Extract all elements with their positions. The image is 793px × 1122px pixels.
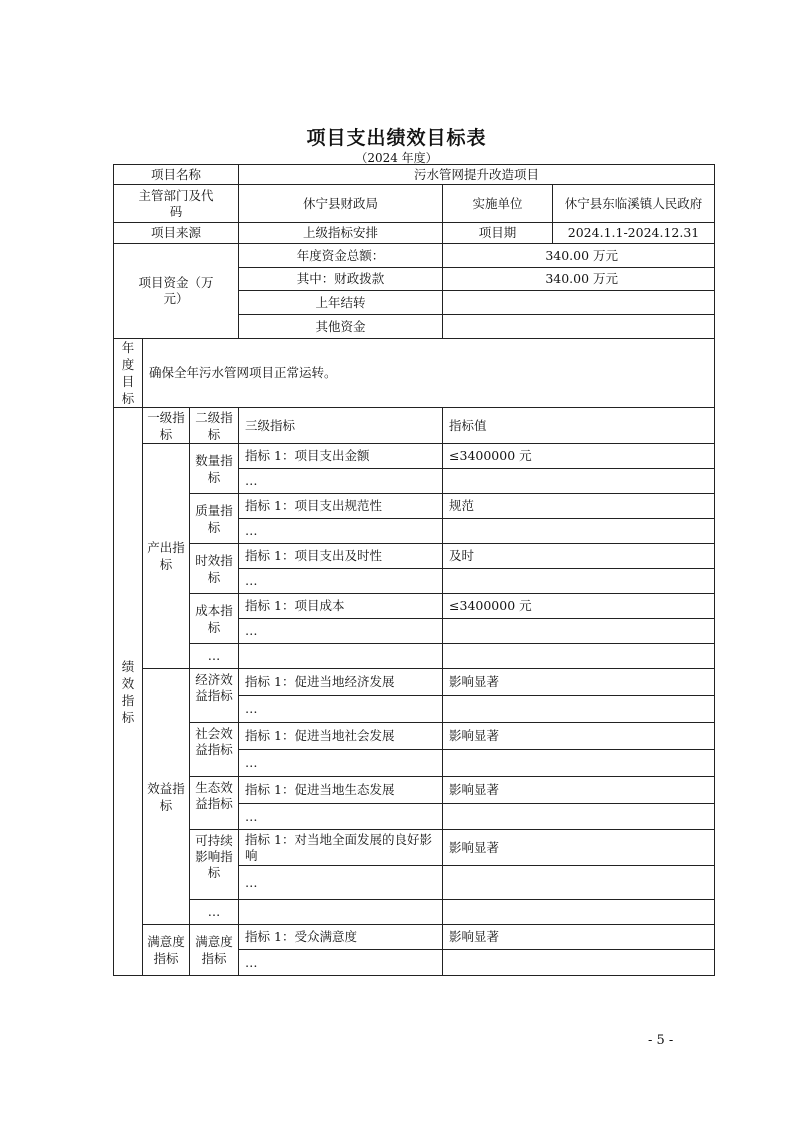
header-level1: 一级指标 bbox=[143, 408, 190, 444]
label-funds: 项目资金（万元） bbox=[114, 244, 239, 339]
table-row bbox=[114, 444, 715, 469]
indicator-more: … bbox=[239, 866, 443, 900]
sub-ecological: 生态效益指标 bbox=[190, 777, 239, 830]
category-output: 产出指标 bbox=[143, 444, 190, 669]
value-source: 上级指标安排 bbox=[239, 223, 443, 244]
sub-satisfaction: 满意度指标 bbox=[190, 925, 239, 976]
value-impl-unit: 休宁县东临溪镇人民政府 bbox=[553, 185, 715, 223]
label-impl-unit: 实施单位 bbox=[443, 185, 553, 223]
label-source: 项目来源 bbox=[114, 223, 239, 244]
value-last-year bbox=[443, 291, 715, 315]
sub-sustainable: 可持续影响指标 bbox=[190, 830, 239, 900]
indicator-text: 指标 1：促进当地社会发展 bbox=[239, 723, 443, 750]
label-annual-goal: 年度目标 bbox=[114, 339, 143, 408]
benefit-more: … bbox=[190, 900, 239, 925]
table-row bbox=[114, 900, 715, 925]
indicator-more: … bbox=[239, 469, 443, 494]
table-row bbox=[114, 925, 715, 950]
label-project-name: 项目名称 bbox=[114, 165, 239, 185]
indicator-text: 指标 1：促进当地经济发展 bbox=[239, 669, 443, 696]
indicator-text: 指标 1：项目成本 bbox=[239, 594, 443, 619]
label-dept: 主管部门及代码 bbox=[114, 185, 239, 223]
row-indicator-header bbox=[114, 408, 715, 444]
row-annual-goal bbox=[114, 339, 715, 408]
indicator-value: 影响显著 bbox=[443, 669, 715, 696]
indicator-value: 影响显著 bbox=[443, 925, 715, 950]
table-row bbox=[114, 644, 715, 669]
table-row bbox=[114, 544, 715, 569]
indicator-value: 规范 bbox=[443, 494, 715, 519]
indicator-more: … bbox=[239, 804, 443, 830]
sub-economic: 经济效益指标 bbox=[190, 669, 239, 723]
page-subtitle: （2024 年度） bbox=[355, 151, 438, 165]
indicator-value: 影响显著 bbox=[443, 777, 715, 804]
row-funds-total bbox=[114, 244, 715, 268]
header-level3: 三级指标 bbox=[239, 408, 443, 444]
indicator-more: … bbox=[239, 519, 443, 544]
indicator-value: 影响显著 bbox=[443, 723, 715, 750]
indicator-text: 指标 1：项目支出金额 bbox=[239, 444, 443, 469]
header-level2: 二级指标 bbox=[190, 408, 239, 444]
table-row bbox=[114, 494, 715, 519]
row-dept bbox=[114, 185, 715, 223]
header-value: 指标值 bbox=[443, 408, 715, 444]
value-annual-total: 340.00 万元 bbox=[443, 244, 715, 268]
indicator-value: ≤3400000 元 bbox=[443, 594, 715, 619]
sub-social: 社会效益指标 bbox=[190, 723, 239, 777]
sub-quality: 质量指标 bbox=[190, 494, 239, 544]
table-row bbox=[114, 777, 715, 804]
row-source bbox=[114, 223, 715, 244]
indicator-text: 指标 1：受众满意度 bbox=[239, 925, 443, 950]
indicator-text: 指标 1：对当地全面发展的良好影响 bbox=[239, 830, 443, 866]
label-annual-total: 年度资金总额： bbox=[239, 244, 443, 268]
value-annual-goal: 确保全年污水管网项目正常运转。 bbox=[143, 339, 715, 408]
label-last-year: 上年结转 bbox=[239, 291, 443, 315]
value-period: 2024.1.1-2024.12.31 bbox=[553, 223, 715, 244]
indicator-value: ≤3400000 元 bbox=[443, 444, 715, 469]
category-satisfaction: 满意度指标 bbox=[143, 925, 190, 976]
table-row bbox=[114, 723, 715, 750]
category-benefit: 效益指标 bbox=[143, 669, 190, 925]
indicator-more: … bbox=[239, 569, 443, 594]
table-row bbox=[114, 594, 715, 619]
indicator-more: … bbox=[239, 750, 443, 777]
value-other bbox=[443, 315, 715, 339]
indicator-text: 指标 1：项目支出规范性 bbox=[239, 494, 443, 519]
indicator-more: … bbox=[239, 696, 443, 723]
value-dept: 休宁县财政局 bbox=[239, 185, 443, 223]
indicator-text: 指标 1：项目支出及时性 bbox=[239, 544, 443, 569]
indicator-more: … bbox=[239, 619, 443, 644]
sub-timeliness: 时效指标 bbox=[190, 544, 239, 594]
indicator-value: 影响显著 bbox=[443, 830, 715, 866]
indicator-more: … bbox=[239, 950, 443, 976]
row-project-name bbox=[114, 165, 715, 185]
page-title: 项目支出绩效目标表 bbox=[306, 127, 487, 149]
label-performance: 绩效指标 bbox=[114, 408, 143, 976]
table-row bbox=[114, 830, 715, 866]
value-project-name: 污水管网提升改造项目 bbox=[239, 165, 715, 185]
label-fiscal: 其中：财政拨款 bbox=[239, 268, 443, 291]
indicator-text: 指标 1：促进当地生态发展 bbox=[239, 777, 443, 804]
table-row bbox=[114, 669, 715, 696]
value-fiscal: 340.00 万元 bbox=[443, 268, 715, 291]
indicator-value: 及时 bbox=[443, 544, 715, 569]
sub-quantity: 数量指标 bbox=[190, 444, 239, 494]
sub-cost: 成本指标 bbox=[190, 594, 239, 644]
output-more: … bbox=[190, 644, 239, 669]
label-other: 其他资金 bbox=[239, 315, 443, 339]
label-period: 项目期 bbox=[443, 223, 553, 244]
page-number: - 5 - bbox=[648, 1033, 674, 1048]
performance-target-table bbox=[113, 164, 715, 976]
